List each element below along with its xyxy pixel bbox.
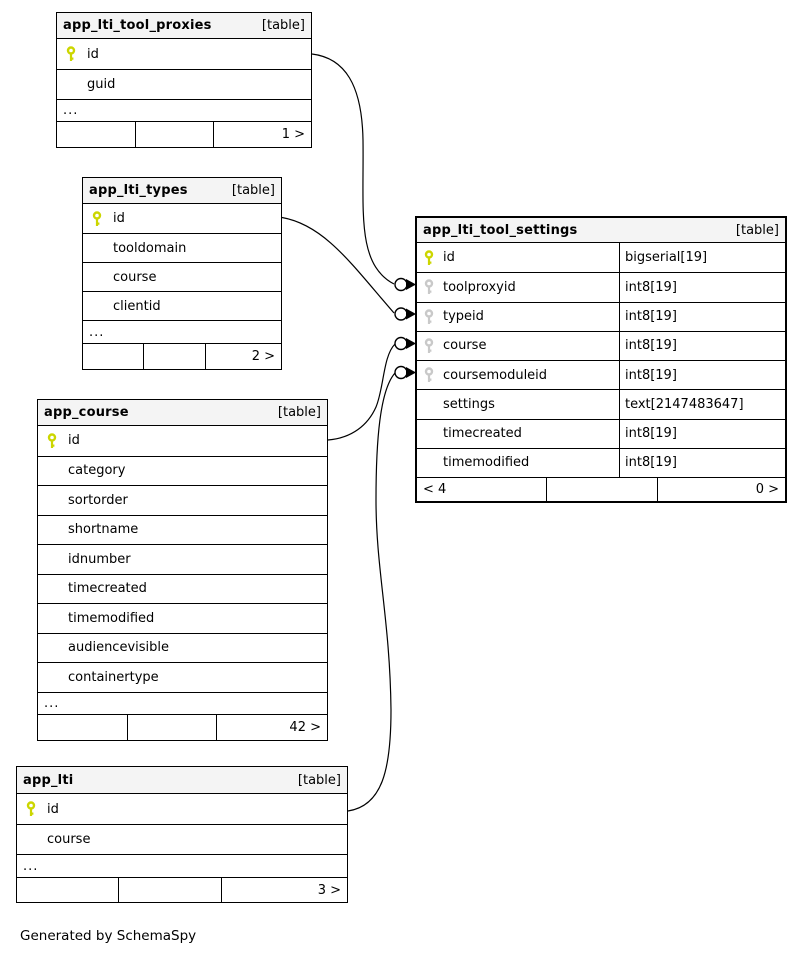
column-row (38, 456, 327, 486)
table-name[interactable]: app_lti_types (89, 183, 188, 198)
column-name: coursemoduleid (443, 367, 548, 383)
column-type: int8[19] (625, 309, 677, 325)
table-app-lti-tool-proxies[interactable] (56, 12, 312, 148)
column-name-cell (417, 390, 620, 418)
column-name-cell (417, 273, 620, 301)
footer-cell (17, 878, 119, 902)
column-name: idnumber (68, 551, 131, 567)
column-name: timemodified (443, 455, 530, 471)
primary-key-icon (57, 46, 87, 62)
column-name: timecreated (68, 581, 147, 597)
zero-many-circle (395, 367, 407, 379)
column-name: tooldomain (113, 240, 187, 256)
more-columns-ellipsis: ... (38, 692, 327, 714)
footer-cell (57, 122, 136, 147)
column-name: containertype (68, 669, 159, 685)
table-footer (417, 477, 785, 501)
column-name-cell (417, 420, 620, 448)
children-count: 0 > (755, 482, 779, 497)
table-header (83, 178, 281, 204)
table-app-lti-types[interactable] (82, 177, 282, 370)
column-name: typeid (443, 309, 484, 325)
table-footer (38, 714, 327, 740)
column-name: course (443, 338, 487, 354)
children-count: 42 > (289, 719, 321, 735)
column-row (38, 515, 327, 545)
table-footer (17, 877, 347, 902)
column-name-cell (417, 332, 620, 360)
primary-key-icon (38, 433, 68, 449)
footer-cell (136, 122, 215, 147)
primary-key-icon (417, 250, 443, 266)
children-count: 1 > (281, 127, 305, 142)
table-tag: [table] (297, 772, 341, 788)
column-row (38, 426, 327, 456)
parents-count: < 4 (417, 478, 547, 501)
footer-cell (83, 344, 144, 369)
column-row (38, 574, 327, 604)
column-row (417, 448, 785, 477)
table-header (38, 400, 327, 426)
table-footer (57, 121, 311, 147)
column-name: id (47, 801, 59, 817)
primary-key-icon (17, 801, 47, 817)
column-row (83, 204, 281, 233)
column-name: toolproxyid (443, 279, 516, 295)
column-row (38, 633, 327, 663)
column-name-cell (417, 449, 620, 477)
column-name: id (68, 433, 80, 449)
more-columns-ellipsis: ... (57, 99, 311, 121)
generated-by-note: Generated by SchemaSpy (20, 928, 197, 944)
column-name: course (47, 832, 91, 847)
column-row (38, 485, 327, 515)
table-app-lti[interactable] (16, 766, 348, 903)
column-row (83, 262, 281, 291)
column-name-cell (417, 303, 620, 331)
column-name: audiencevisible (68, 640, 170, 656)
column-type: int8[19] (625, 426, 677, 442)
primary-key-icon (83, 211, 113, 227)
column-name: course (113, 269, 157, 285)
table-name[interactable]: app_course (44, 405, 129, 420)
column-row (417, 419, 785, 448)
column-name: timemodified (68, 610, 155, 626)
column-name: id (113, 211, 125, 226)
column-type: int8[19] (625, 455, 677, 471)
foreign-key-icon (417, 367, 443, 383)
table-app-lti-tool-settings[interactable] (415, 216, 787, 503)
relation-line-course-course (328, 344, 395, 440)
relation-line-lti-coursemoduleid (348, 373, 395, 811)
column-type: text[2147483647] (625, 396, 744, 412)
column-row (57, 39, 311, 69)
column-name: shortname (68, 522, 139, 538)
column-row (17, 824, 347, 854)
column-type: int8[19] (625, 279, 677, 295)
table-tag: [table] (231, 183, 275, 198)
foreign-key-icon (417, 279, 443, 295)
column-name: sortorder (68, 492, 128, 508)
column-name: id (443, 250, 455, 266)
column-row (417, 243, 785, 272)
relation-line-proxies-toolproxyid (312, 54, 394, 284)
footer-cell (128, 715, 218, 740)
table-header (417, 218, 785, 243)
column-type: int8[19] (625, 338, 677, 354)
relation-line-types-typeid (282, 218, 394, 314)
table-tag: [table] (735, 222, 779, 238)
table-tag: [table] (277, 405, 321, 420)
table-name[interactable]: app_lti_tool_proxies (63, 18, 212, 33)
column-row (38, 603, 327, 633)
column-row (83, 291, 281, 320)
foreign-key-icon (417, 309, 443, 325)
table-name[interactable]: app_lti_tool_settings (423, 222, 578, 238)
column-row (57, 69, 311, 99)
more-columns-ellipsis: ... (83, 320, 281, 343)
column-name: clientid (113, 298, 161, 314)
zero-many-circle (395, 279, 407, 291)
column-name: category (68, 463, 126, 479)
children-count: 3 > (317, 882, 341, 898)
table-header (17, 767, 347, 794)
column-row (417, 272, 785, 301)
footer-cell (119, 878, 221, 902)
column-name: settings (443, 396, 495, 412)
foreign-key-icon (417, 338, 443, 354)
column-row (17, 794, 347, 824)
footer-cell (144, 344, 205, 369)
column-row (83, 233, 281, 262)
column-type: bigserial[19] (625, 250, 708, 266)
zero-many-circle (395, 308, 407, 320)
column-row (38, 662, 327, 692)
column-type: int8[19] (625, 367, 677, 383)
column-name: timecreated (443, 426, 522, 442)
column-row (38, 544, 327, 574)
column-name-cell (417, 361, 620, 389)
table-name[interactable]: app_lti (23, 772, 74, 788)
zero-many-circle (395, 338, 407, 350)
column-row (417, 360, 785, 389)
table-tag: [table] (261, 18, 305, 33)
column-name: guid (87, 77, 116, 92)
footer-cell (38, 715, 128, 740)
column-name-cell (417, 243, 620, 272)
more-columns-ellipsis: ... (17, 854, 347, 877)
column-row (417, 331, 785, 360)
column-row (417, 389, 785, 418)
table-footer (83, 343, 281, 369)
table-header (57, 13, 311, 39)
table-app-course[interactable] (37, 399, 328, 741)
children-count: 2 > (251, 349, 275, 364)
column-name: id (87, 46, 99, 62)
footer-cell (547, 478, 658, 501)
column-row (417, 302, 785, 331)
